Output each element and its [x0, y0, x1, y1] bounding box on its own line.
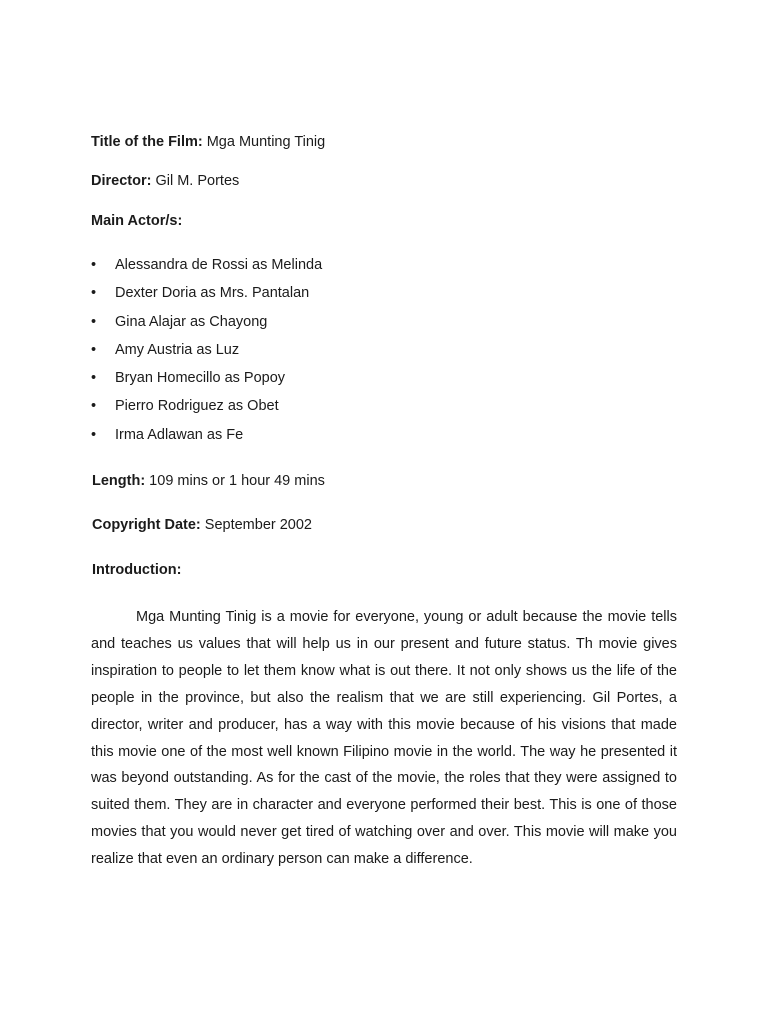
bullet-icon: •	[91, 313, 97, 330]
introduction-paragraph: Mga Munting Tinig is a movie for everyone, young or adult because the movie tells and teaches us values that will help us in our present and future status. Th movie gives inspiration to people to let them know what is out there. It not only shows us the life of the people in the province, but also the realism that we are still experiencing. Gil Portes, a director, writer and producer, has a way with this movie because of his visions that made this movie one of the most well known Filipino movie in the world. The way he presented it was beyond outstanding. As for the cast of the movie, the roles that they were assigned to suited them. They are in character and everyone performed their best. This is one of those movies that you would never get tired of watching over and over. This movie will make you realize that even an ordinary person can make a difference.	[91, 609, 677, 868]
list-item	[91, 369, 322, 397]
introduction-label: Introduction:	[92, 562, 182, 578]
copyright-value: September 2002	[200, 517, 312, 533]
bullet-icon: •	[91, 426, 97, 443]
title-value: Mga Munting Tinig	[202, 134, 326, 150]
actor-name: Bryan Homecillo as Popoy	[115, 370, 286, 387]
length-value: 109 mins or 1 hour 49 mins	[145, 473, 325, 489]
director-value: Gil M. Portes	[151, 173, 240, 189]
actor-name: Amy Austria as Luz	[115, 341, 240, 358]
list-item	[91, 426, 322, 454]
bullet-icon: •	[91, 341, 97, 358]
list-item	[91, 284, 322, 312]
bullet-icon: •	[91, 370, 97, 387]
bullet-icon: •	[91, 398, 97, 415]
actor-name: Gina Alajar as Chayong	[115, 313, 268, 330]
copyright-label: Copyright Date:	[92, 517, 201, 533]
director-label: Director:	[91, 173, 152, 189]
actors-label: Main Actor/s:	[91, 213, 183, 229]
bullet-icon: •	[91, 257, 97, 273]
copyright-line	[92, 516, 312, 534]
actor-name: Irma Adlawan as Fe	[115, 426, 244, 443]
director-line	[91, 172, 239, 190]
list-item	[91, 397, 322, 425]
length-label: Length:	[92, 473, 146, 489]
actor-list	[91, 256, 322, 454]
title-line	[91, 133, 325, 151]
actor-name: Dexter Doria as Mrs. Pantalan	[115, 285, 310, 302]
title-label: Title of the Film:	[91, 134, 203, 150]
introduction-heading	[92, 561, 181, 579]
length-line	[92, 472, 325, 490]
actor-name: Alessandra de Rossi as Melinda	[115, 257, 323, 273]
list-item	[91, 313, 322, 341]
actor-name: Pierro Rodriguez as Obet	[115, 398, 279, 415]
bullet-icon: •	[91, 285, 97, 302]
list-item	[91, 341, 322, 369]
actors-heading	[91, 212, 182, 230]
list-item	[91, 256, 322, 284]
